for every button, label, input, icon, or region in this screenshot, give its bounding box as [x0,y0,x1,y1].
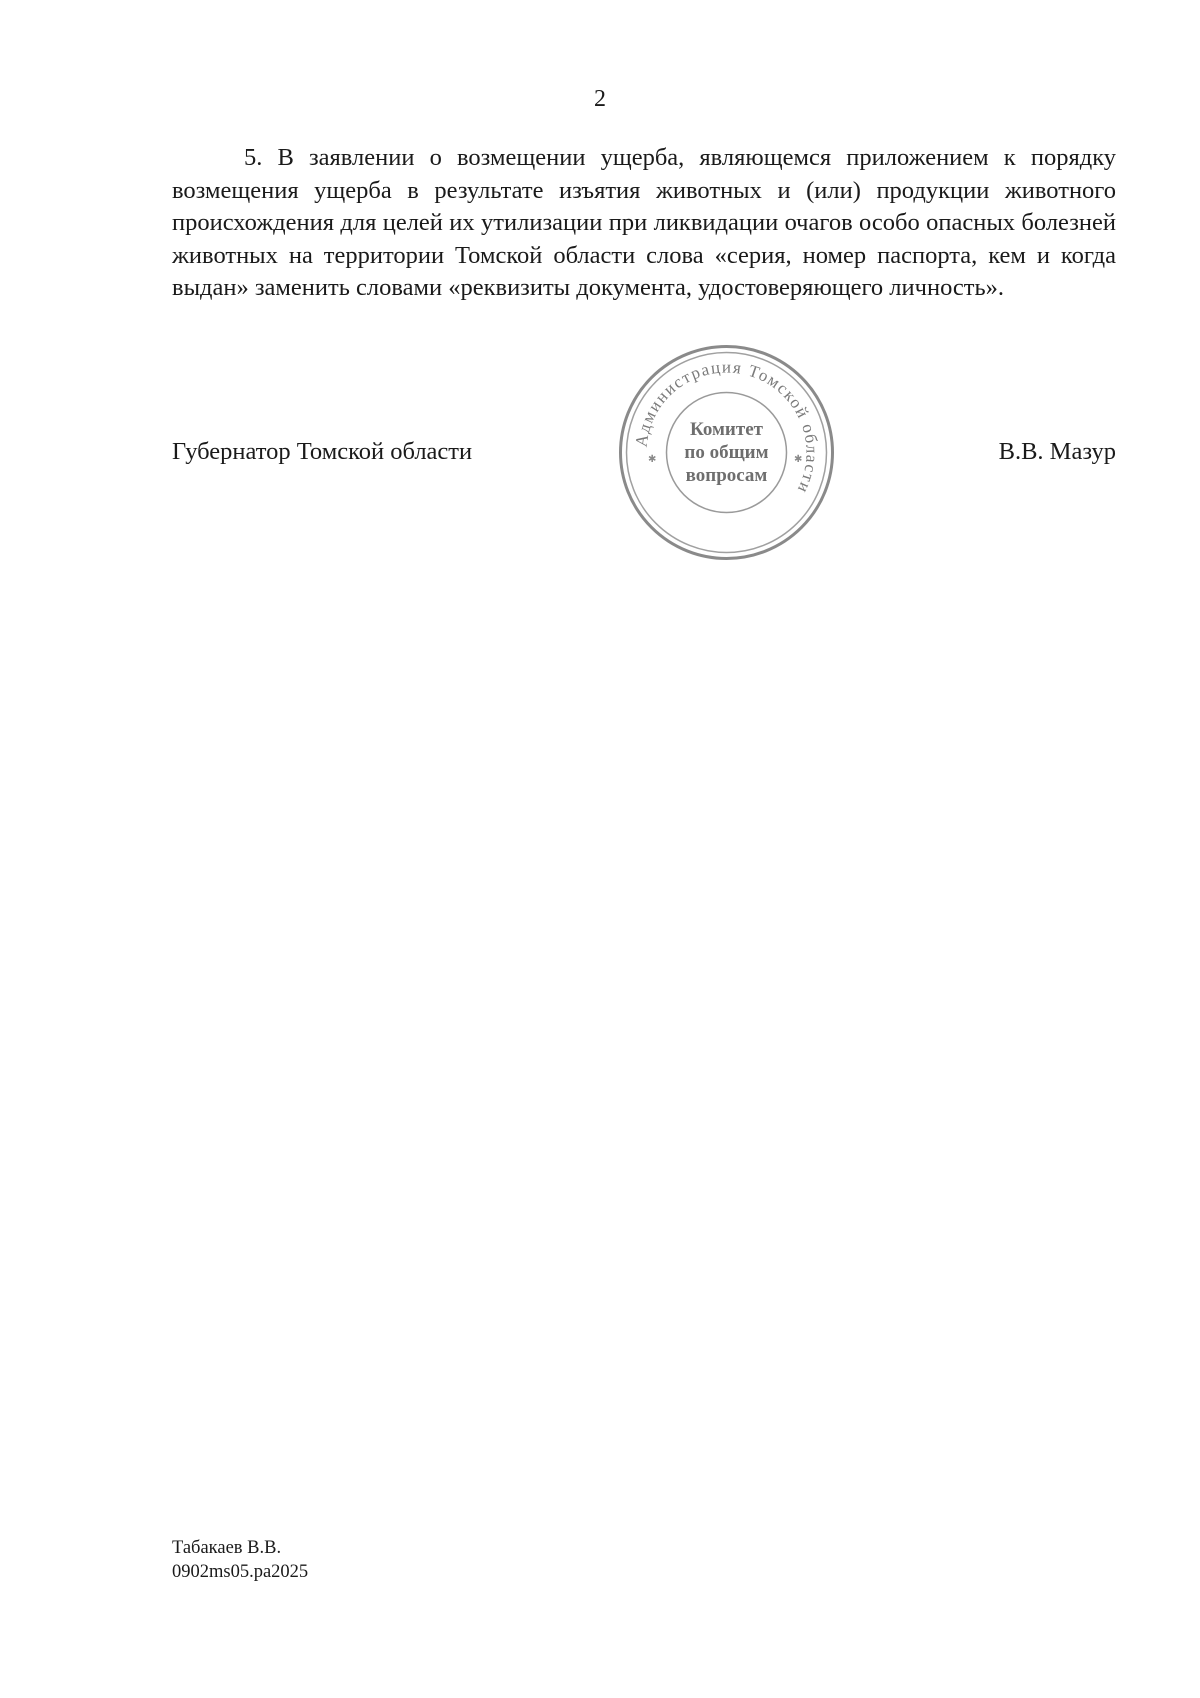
stamp-star-left: ✱ [648,454,657,465]
footer-doc-code: 0902ms05.pa2025 [172,1562,309,1582]
stamp-ring-text: Администрация Томской области [631,357,822,498]
footer [172,1536,308,1584]
body-paragraph: 5. В заявлении о возмещении ущерба, являющемся приложением к порядку возмещения ущерба в результате изъятия животных и (или) продукции животного происхождения для целей их утилизации при ликвидации очагов особо опасных болезней животных на территории Томской области слова «серия, номер паспорта, кем и когда выдан» заменить словами «реквизиты документа, удостоверяющего личность». [172,144,1116,302]
footer-author: Табакаев В.В. [172,1538,282,1558]
stamp-center-line-2: по общим [684,442,769,463]
stamp-center-line-3: вопросам [685,465,768,486]
stamp-center-line-1: Комитет [690,419,763,440]
stamp-star-right: ✱ [794,454,803,465]
page-number: 2 [594,86,606,112]
official-stamp [614,340,839,565]
stamp-graphic [614,340,839,565]
signatory-position: Губернатор Томской области [172,438,473,465]
signatory-name: В.В. Мазур [998,438,1116,465]
